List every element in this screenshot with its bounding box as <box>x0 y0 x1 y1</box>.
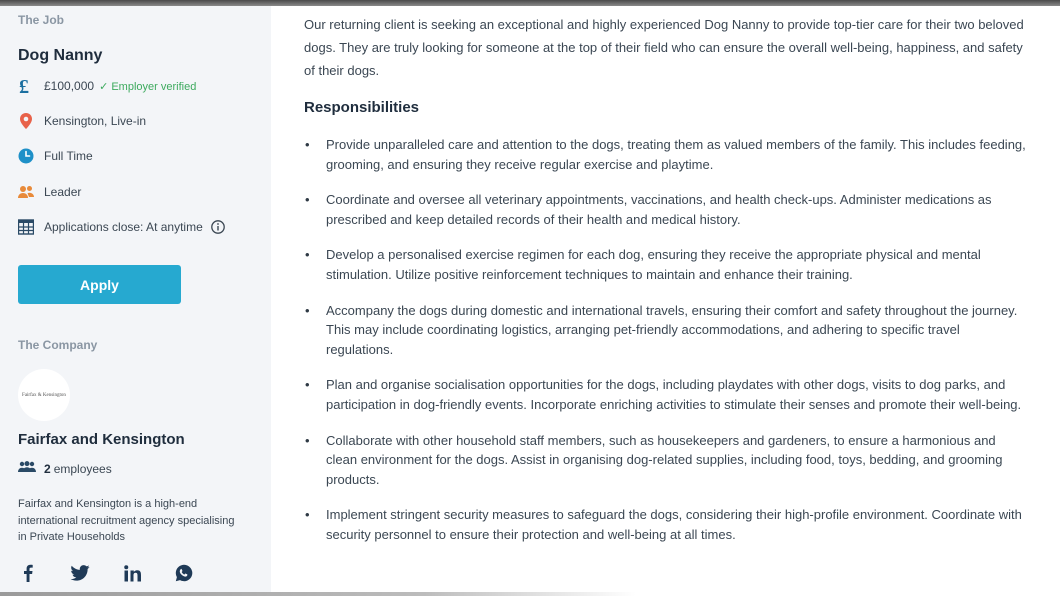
list-item: • Accompany the dogs during domestic and international travels, ensuring their comfort and safety throughout the journey. This may include coordinating logistics, arranging pet-friendly accommodations, and adhering to specific travel regulations. <box>304 301 1029 360</box>
calendar-grid-icon <box>18 219 34 235</box>
info-icon[interactable] <box>211 220 225 234</box>
employee-count-label: employees <box>53 461 112 476</box>
list-item: • Collaborate with other household staff members, such as housekeepers and gardeners, to ensure a harmonious and clean environment for the dogs. Assist in organising dog-related supplies, including food, toys, bedding, and grooming products. <box>304 431 1029 490</box>
job-title: Dog Nanny <box>18 47 103 64</box>
applications-close-value: Applications close: At anytime <box>44 220 203 234</box>
facebook-icon[interactable] <box>18 563 38 583</box>
applications-close-row <box>18 217 225 237</box>
svg-text:£: £ <box>19 77 29 95</box>
job-type-row <box>18 146 93 166</box>
job-intro-paragraph: Our returning client is seeking an exceptional and highly experienced Dog Nanny to provide top-tier care for their two beloved dogs. They are truly looking for someone at the top of their field who can ensure the overall well-being, happiness, and safety of their dogs. <box>304 17 1024 78</box>
job-level-value: Leader <box>44 185 82 199</box>
salary-value: £100,000 <box>44 79 95 93</box>
company-logo[interactable]: Fairfax & Kensington <box>18 369 70 421</box>
responsibilities-heading: Responsibilities <box>304 99 420 116</box>
apply-button[interactable]: Apply <box>18 265 181 304</box>
salary-row <box>18 76 196 96</box>
whatsapp-icon[interactable] <box>174 563 194 583</box>
linkedin-icon[interactable] <box>122 563 142 583</box>
job-section-label: The Job <box>18 13 65 27</box>
company-description: Fairfax and Kensington is a high-end international recruitment agency specialising in Private Households <box>18 498 235 543</box>
company-name[interactable]: Fairfax and Kensington <box>18 431 185 448</box>
team-icon <box>18 461 36 476</box>
list-item: • Provide unparalleled care and attention to the dogs, treating them as valued members of the family. This includes feeding, grooming, and ensuring they receive regular exercise and playtime. <box>304 135 1029 174</box>
social-links <box>18 563 226 583</box>
employer-verified-badge: ✓ Employer verified <box>99 80 197 93</box>
bottom-edge-shadow <box>0 592 1060 596</box>
employee-count <box>18 461 112 476</box>
list-item: • Coordinate and oversee all veterinary appointments, vaccinations, and health check-ups. Administer medications as prescribed and keep detailed records of their health and medical history. <box>304 190 1029 229</box>
list-item: • Implement stringent security measures to safeguard the dogs, considering their high-profile environment. Coordinate with security personnel to ensure their protection and well-being at all times. <box>304 505 1029 544</box>
pound-icon <box>18 78 34 94</box>
twitter-icon[interactable] <box>70 563 90 583</box>
company-section-label: The Company <box>18 338 98 352</box>
employee-count-number: 2 <box>44 461 51 476</box>
job-type-value: Full Time <box>44 149 93 163</box>
job-level-row <box>18 182 81 202</box>
list-item: • Plan and organise socialisation opportunities for the dogs, including playdates with other dogs, visits to dog parks, and participation in dog-friendly events. Incorporate enriching activities to stimulate their senses and promote their well-being. <box>304 375 1029 414</box>
list-item: • Develop a personalised exercise regimen for each dog, ensuring they receive the appropriate physical and mental stimulation. Utilize positive reinforcement techniques to maintain and enhance their training. <box>304 245 1029 284</box>
people-icon <box>18 184 34 200</box>
job-sidebar <box>0 6 271 592</box>
location-pin-icon <box>18 113 34 129</box>
clock-icon <box>18 148 34 164</box>
location-row <box>18 111 146 131</box>
location-value: Kensington, Live-in <box>44 114 147 128</box>
responsibilities-list <box>304 135 1029 561</box>
